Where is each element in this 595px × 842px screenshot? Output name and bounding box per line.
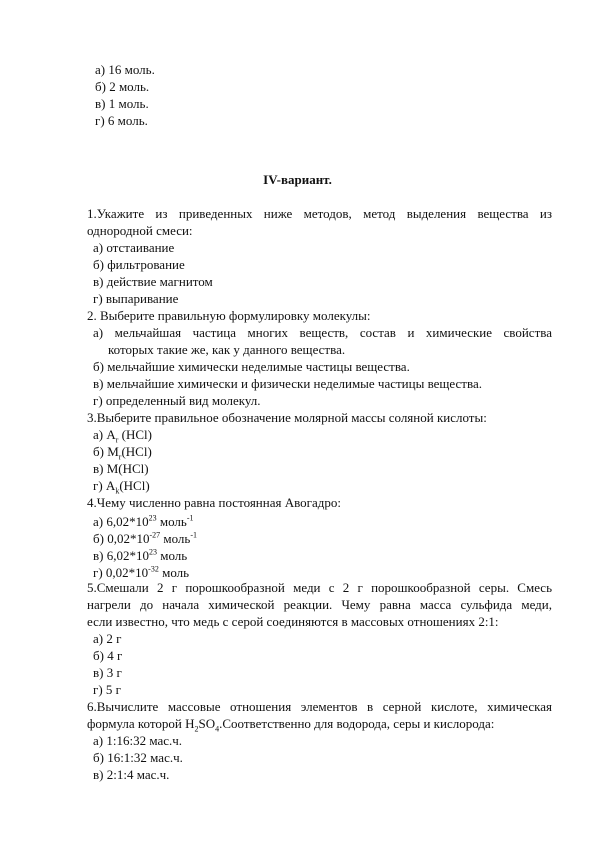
q6-option-c: в) 2:1:4 мас.ч. (93, 767, 170, 782)
q4-option-b: б) $0,02*10^{-27}$ моль$^{-1}$ (93, 530, 198, 546)
question-2-text: 2. Выберите правильную формулировку молекулы: (87, 308, 371, 323)
q5-option-b: б) 4 г (93, 648, 123, 663)
q5-option-a: а) 2 г (93, 631, 122, 646)
q2-option-a: а) мельчайшая частица многих веществ, состав и химические свойства (93, 325, 552, 340)
question-1-text: 1.Укажите из приведенных ниже методов, метод выделения вещества из (87, 206, 552, 221)
q2-option-c: в) мельчайшие химически и физически неделимые частицы вещества. (93, 376, 482, 391)
q2-option-a-cont: которых такие же, как у данного вещества. (108, 342, 346, 357)
question-5-text-cont: нагрели до начала химической реакции. Чему равна масса сульфида меди, (87, 597, 552, 612)
q3-option-b: б) $M_r(HCl)$ (93, 444, 152, 462)
answer-option: г) 6 моль. (95, 113, 148, 128)
question-3-text: 3.Выберите правильное обозначение молярной массы соляной кислоты: (87, 410, 487, 425)
q1-option-b: б) фильтрование (93, 257, 185, 272)
answer-option: б) 2 моль. (95, 79, 150, 94)
question-5-text-cont2: если известно, что медь с серой соединяются в массовых отношениях 2:1: (87, 614, 499, 629)
question-6-text-cont: формула которой $H_2SO_4.Соответственно$ для водорода, серы и кислорода: (87, 716, 495, 734)
q4-option-c: в) $6,02*10^{23}$ моль (93, 547, 188, 563)
q4-option-d: г) $0,02*10^{-32}$ моль (93, 564, 190, 580)
q2-option-b: б) мельчайшие химически неделимые частицы вещества. (93, 359, 410, 374)
q3-option-d: г) $A_k(HCl)$ (93, 478, 150, 496)
q6-option-b: б) 16:1:32 мас.ч. (93, 750, 183, 765)
question-6-text: 6.Вычислите массовые отношения элементов в серной кислоте, химическая (87, 699, 552, 714)
question-5-text: 5.Смешали 2 г порошкообразной меди с 2 г порошкообразной серы. Смесь (87, 580, 552, 595)
variant-title: IV-вариант. (263, 172, 332, 187)
question-1-text-cont: однородной смеси: (87, 223, 193, 238)
q4-option-a: а) $6,02*10^{23}$ моль$^{-1}$ (93, 513, 194, 529)
q3-option-a: а) $A_r$ (HCl) (93, 427, 153, 445)
q1-option-d: г) выпаривание (93, 291, 179, 306)
q6-option-a: а) 1:16:32 мас.ч. (93, 733, 183, 748)
q5-option-c: в) 3 г (93, 665, 122, 680)
q5-option-d: г) 5 г (93, 682, 121, 697)
answer-option: в) 1 моль. (95, 96, 149, 111)
q2-option-d: г) определенный вид молекул. (93, 393, 261, 408)
q1-option-c: в) действие магнитом (93, 274, 213, 289)
q1-option-a: а) отстаивание (93, 240, 175, 255)
answer-option: а) 16 моль. (95, 62, 155, 77)
question-4-text: 4.Чему численно равна постоянная Авогадро: (87, 495, 341, 510)
q3-option-c: в) M(HCl) (93, 461, 149, 476)
